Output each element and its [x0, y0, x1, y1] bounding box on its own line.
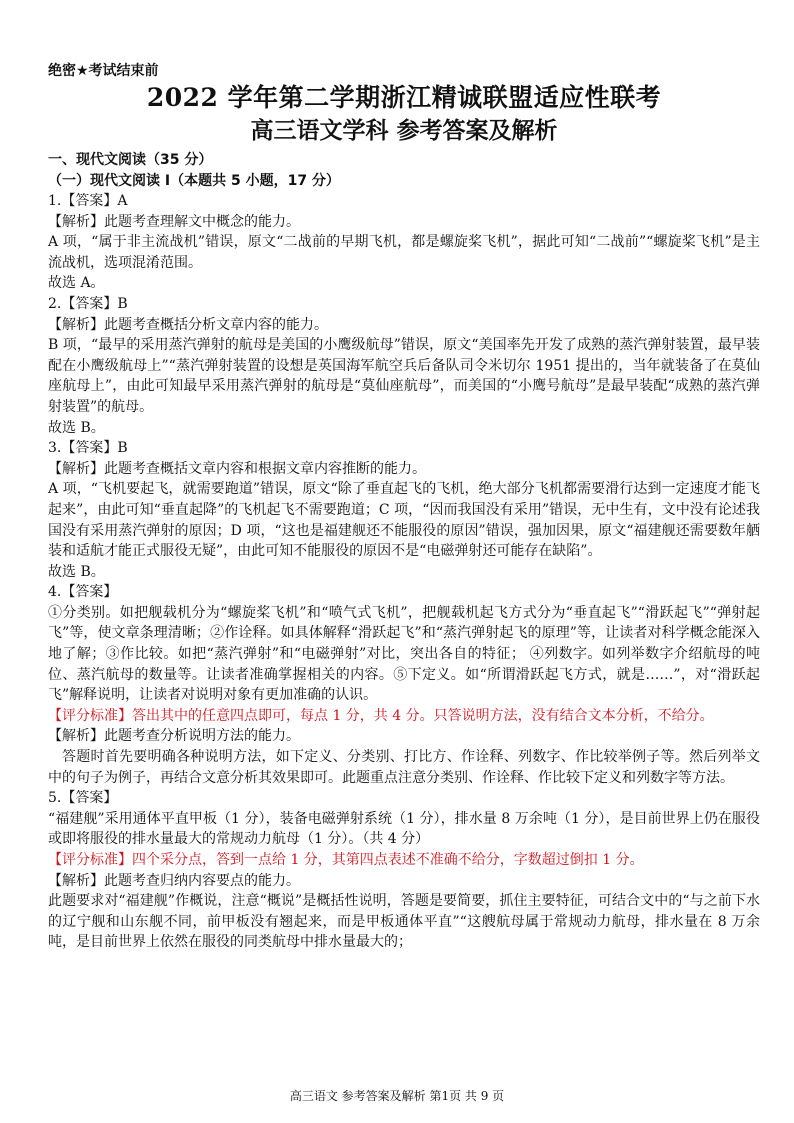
- q2-item-b: B 项，“最早的采用蒸汽弹射的航母是美国的小鹰级航母”错误，原文“美国率先开发了成熟的蒸汽弹射装置，最早装配在小鹰级航母上”“蒸汽弹射装置的设想是英国海军航空兵后备队司令米切尔 1951 提出的，当年就装备了在莫仙座航母上”，由此可知最早采用蒸汽弹射的航母是“莫仙座航母”，而美国的“小鹰号航母”是最早装配“成熟的蒸汽弹射装置”的航母。: [48, 337, 760, 415]
- q2-analysis: 【解析】此题考查概括分析文章内容的能力。: [48, 316, 328, 333]
- secret-label: 绝密★考试结束前: [48, 63, 159, 79]
- subsection-heading: （一）现代文阅读 I（本题共 5 小题，17 分）: [48, 172, 340, 189]
- q5-scoring: 【评分标准】四个采分点，答到一点给 1 分，其第四点表述不准确不给分，字数超过倒扣 1 分。: [48, 852, 644, 868]
- q3-choice: 故选 B。: [48, 563, 105, 580]
- page-footer: 高三语文 参考答案及解析 第1页 共 9 页: [289, 1089, 505, 1103]
- q1-answer: 1.【答案】A: [48, 193, 128, 209]
- document-title: 2022 学年第二学期浙江精诚联盟适应性联考: [146, 83, 662, 112]
- q1-item-a: A 项，“属于非主流战机”错误，原文“二战前的早期飞机，都是螺旋桨飞机”，据此可知“二战前”“螺旋桨飞机”是主流战机，选项混淆范围。: [48, 234, 760, 271]
- q3-items: A 项，“飞机要起飞，就需要跑道”错误，原文“除了垂直起飞的飞机，绝大部分飞机都需要滑行达到一定速度才能飞起来”，由此可知“垂直起降”的飞机起飞不需要跑道；C 项，“因而我国没有采用”错误，无中生有，文中没有论述我国没有采用蒸汽弹射的原因；D 项，“这也是福建舰还不能服役的原因”错误，强加因果，原文“福建舰还需要数年舾装和适航才能正式服役无疑”，由此可知不能服役的原因不是“电磁弹射还可能存在缺陷”。: [48, 481, 760, 560]
- q2-choice: 故选 B。: [48, 419, 105, 436]
- q4-analysis: 【解析】此题考查分析说明方法的能力。: [48, 728, 300, 745]
- q3-analysis: 【解析】此题考查概括文章内容和根据文章内容推断的能力。: [48, 460, 426, 477]
- q5-content: “福建舰”采用通体平直甲板（1 分），装备电磁弹射系统（1 分），排水量 8 万余吨（1 分），是目前世界上仍在服役或即将服役的排水量最大的常规动力航母（1 分）。（共 4 分）: [48, 810, 760, 848]
- q5-answer: 5.【答案】: [48, 790, 118, 807]
- q5-analysis: 【解析】此题考查归纳内容要点的能力。: [48, 872, 300, 889]
- q2-answer: 2.【答案】B: [48, 295, 128, 312]
- q4-detail: 答题时首先要明确各种说明方法，如下定义、分类别、打比方、作诠释、列数字、作比较举例子等。然后列举文中的句子为例子，再结合文意分析其效果即可。此题重点注意分类别、作诠释、作比较下定义和列数字等方法。: [48, 749, 760, 786]
- section-heading: 一、现代文阅读（35 分）: [48, 152, 213, 168]
- document-subtitle: 高三语文学科 参考答案及解析: [250, 117, 558, 144]
- q4-answer: 4.【答案】: [48, 584, 118, 601]
- q4-content: ①分类别。如把舰载机分为“螺旋桨飞机”和“喷气式飞机”，把舰载机起飞方式分为“垂直起飞”“滑跃起飞”“弹射起飞”等，使文章条理清晰；②作诠释。如具体解释“滑跃起飞”和“蒸汽弹射起飞的原理”等，让读者对科学概念能深入地了解；③作比较。如把“蒸汽弹射”和“电磁弹射”对比，突出各自的特征； ④列数字。如列举数字介绍航母的吨位、蒸汽航母的数量等。让读者准确掌握相关的内容。⑤下定义。如“所谓滑跃起飞方式，就是……”，对“滑跃起飞”解释说明，让读者对说明对象有更加准确的认识。: [48, 604, 760, 704]
- answer-page: [48, 60, 760, 953]
- q4-scoring: 【评分标准】答出其中的任意四点即可，每点 1 分，共 4 分。只答说明方法，没有结合文本分析，不给分。: [48, 707, 714, 724]
- q1-choice: 故选 A。: [48, 275, 105, 292]
- q5-detail: 此题要求对“福建舰”作概说，注意“概说”是概括性说明，答题是要简要，抓住主要特征，可结合文中的“与之前下水的辽宁舰和山东舰不同，前甲板没有翘起来，而是甲板通体平直”“这艘航母属于常规动力航母，排水量在 8 万余吨，是目前世界上依然在服役的同类航母中排水量最大的；: [48, 893, 760, 951]
- q1-analysis: 【解析】此题考查理解文中概念的能力。: [48, 213, 300, 230]
- q3-answer: 3.【答案】B: [48, 440, 128, 457]
